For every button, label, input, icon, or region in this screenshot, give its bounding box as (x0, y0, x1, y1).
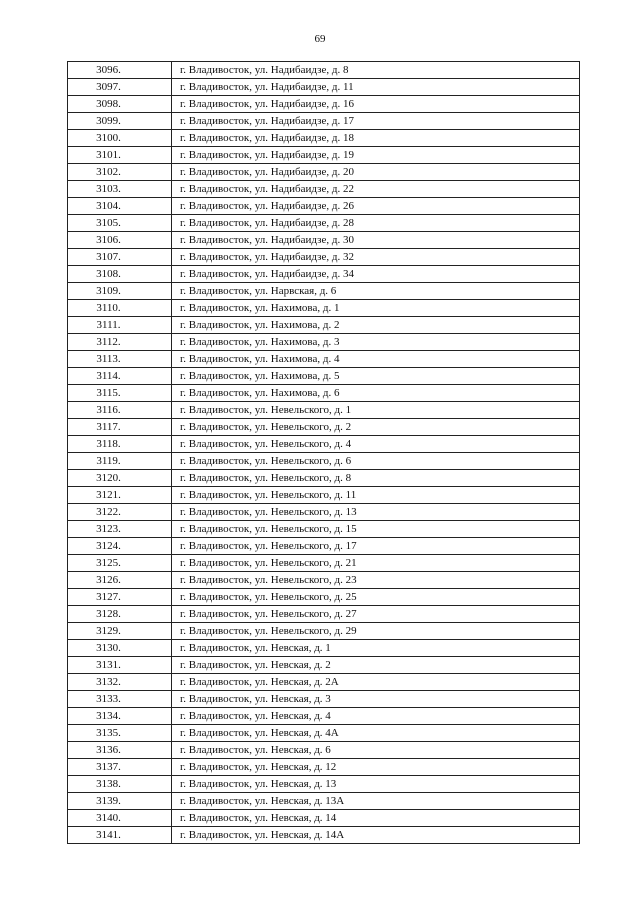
row-number: 3111. (68, 317, 172, 334)
row-number: 3124. (68, 538, 172, 555)
table-row (68, 776, 580, 793)
table-row (68, 368, 580, 385)
row-address: г. Владивосток, ул. Надибаидзе, д. 22 (172, 181, 580, 198)
page-number: 69 (314, 33, 326, 45)
row-number: 3106. (68, 232, 172, 249)
row-number: 3138. (68, 776, 172, 793)
row-number: 3129. (68, 623, 172, 640)
row-address: г. Владивосток, ул. Невельского, д. 21 (172, 555, 580, 572)
row-address: г. Владивосток, ул. Надибаидзе, д. 30 (172, 232, 580, 249)
table-row (68, 232, 580, 249)
row-number: 3123. (68, 521, 172, 538)
table-row (68, 827, 580, 844)
table-row (68, 300, 580, 317)
row-number: 3102. (68, 164, 172, 181)
table-row (68, 674, 580, 691)
table-row (68, 759, 580, 776)
address-table (67, 61, 580, 844)
table-row (68, 334, 580, 351)
row-address: г. Владивосток, ул. Нарвская, д. 6 (172, 283, 580, 300)
row-address: г. Владивосток, ул. Нахимова, д. 5 (172, 368, 580, 385)
row-address: г. Владивосток, ул. Невельского, д. 6 (172, 453, 580, 470)
table-row (68, 147, 580, 164)
row-address: г. Владивосток, ул. Невельского, д. 25 (172, 589, 580, 606)
table-row (68, 725, 580, 742)
row-address: г. Владивосток, ул. Невская, д. 13А (172, 793, 580, 810)
row-number: 3117. (68, 419, 172, 436)
row-number: 3101. (68, 147, 172, 164)
row-address: г. Владивосток, ул. Невская, д. 1 (172, 640, 580, 657)
row-number: 3098. (68, 96, 172, 113)
row-number: 3136. (68, 742, 172, 759)
row-address: г. Владивосток, ул. Надибаидзе, д. 19 (172, 147, 580, 164)
row-number: 3127. (68, 589, 172, 606)
table-row (68, 453, 580, 470)
row-number: 3096. (68, 62, 172, 79)
table-row (68, 419, 580, 436)
row-number: 3119. (68, 453, 172, 470)
row-address: г. Владивосток, ул. Невельского, д. 17 (172, 538, 580, 555)
row-number: 3131. (68, 657, 172, 674)
address-table-body (68, 62, 580, 844)
row-address: г. Владивосток, ул. Надибаидзе, д. 20 (172, 164, 580, 181)
table-row (68, 470, 580, 487)
row-address: г. Владивосток, ул. Невская, д. 2А (172, 674, 580, 691)
row-address: г. Владивосток, ул. Невельского, д. 13 (172, 504, 580, 521)
row-number: 3132. (68, 674, 172, 691)
row-address: г. Владивосток, ул. Нахимова, д. 3 (172, 334, 580, 351)
table-row (68, 249, 580, 266)
row-address: г. Владивосток, ул. Невская, д. 4А (172, 725, 580, 742)
table-row (68, 538, 580, 555)
table-row (68, 504, 580, 521)
table-row (68, 555, 580, 572)
row-address: г. Владивосток, ул. Невская, д. 14А (172, 827, 580, 844)
row-address: г. Владивосток, ул. Невельского, д. 8 (172, 470, 580, 487)
table-row (68, 62, 580, 79)
row-number: 3128. (68, 606, 172, 623)
row-number: 3141. (68, 827, 172, 844)
table-row (68, 385, 580, 402)
table-row (68, 793, 580, 810)
row-address: г. Владивосток, ул. Невельского, д. 11 (172, 487, 580, 504)
table-row (68, 96, 580, 113)
row-address: г. Владивосток, ул. Нахимова, д. 1 (172, 300, 580, 317)
row-number: 3114. (68, 368, 172, 385)
row-number: 3121. (68, 487, 172, 504)
row-address: г. Владивосток, ул. Невельского, д. 27 (172, 606, 580, 623)
row-number: 3104. (68, 198, 172, 215)
row-number: 3116. (68, 402, 172, 419)
row-address: г. Владивосток, ул. Невельского, д. 15 (172, 521, 580, 538)
row-number: 3097. (68, 79, 172, 96)
table-row (68, 198, 580, 215)
table-row (68, 521, 580, 538)
row-number: 3113. (68, 351, 172, 368)
row-number: 3122. (68, 504, 172, 521)
table-row (68, 351, 580, 368)
table-row (68, 606, 580, 623)
row-number: 3100. (68, 130, 172, 147)
row-number: 3110. (68, 300, 172, 317)
row-address: г. Владивосток, ул. Невская, д. 4 (172, 708, 580, 725)
row-number: 3108. (68, 266, 172, 283)
row-address: г. Владивосток, ул. Нахимова, д. 6 (172, 385, 580, 402)
row-number: 3125. (68, 555, 172, 572)
table-row (68, 164, 580, 181)
table-row (68, 130, 580, 147)
row-address: г. Владивосток, ул. Нахимова, д. 2 (172, 317, 580, 334)
row-address: г. Владивосток, ул. Невельского, д. 23 (172, 572, 580, 589)
row-address: г. Владивосток, ул. Нахимова, д. 4 (172, 351, 580, 368)
row-address: г. Владивосток, ул. Невская, д. 12 (172, 759, 580, 776)
row-address: г. Владивосток, ул. Невельского, д. 2 (172, 419, 580, 436)
row-address: г. Владивосток, ул. Надибаидзе, д. 16 (172, 96, 580, 113)
row-address: г. Владивосток, ул. Надибаидзе, д. 18 (172, 130, 580, 147)
table-row (68, 317, 580, 334)
row-address: г. Владивосток, ул. Невельского, д. 29 (172, 623, 580, 640)
row-address: г. Владивосток, ул. Надибаидзе, д. 26 (172, 198, 580, 215)
row-address: г. Владивосток, ул. Надибаидзе, д. 28 (172, 215, 580, 232)
row-number: 3140. (68, 810, 172, 827)
row-number: 3120. (68, 470, 172, 487)
row-number: 3137. (68, 759, 172, 776)
table-row (68, 181, 580, 198)
row-address: г. Владивосток, ул. Невельского, д. 1 (172, 402, 580, 419)
row-address: г. Владивосток, ул. Надибаидзе, д. 8 (172, 62, 580, 79)
row-number: 3130. (68, 640, 172, 657)
row-number: 3135. (68, 725, 172, 742)
row-number: 3099. (68, 113, 172, 130)
row-address: г. Владивосток, ул. Невская, д. 13 (172, 776, 580, 793)
table-row (68, 266, 580, 283)
table-row (68, 79, 580, 96)
table-row (68, 113, 580, 130)
table-row (68, 640, 580, 657)
table-row (68, 215, 580, 232)
row-address: г. Владивосток, ул. Надибаидзе, д. 32 (172, 249, 580, 266)
table-row (68, 402, 580, 419)
row-address: г. Владивосток, ул. Невская, д. 6 (172, 742, 580, 759)
row-address: г. Владивосток, ул. Невская, д. 2 (172, 657, 580, 674)
row-number: 3107. (68, 249, 172, 266)
table-row (68, 742, 580, 759)
row-address: г. Владивосток, ул. Невская, д. 3 (172, 691, 580, 708)
table-row (68, 436, 580, 453)
row-number: 3115. (68, 385, 172, 402)
row-number: 3118. (68, 436, 172, 453)
row-number: 3109. (68, 283, 172, 300)
table-row (68, 691, 580, 708)
row-number: 3134. (68, 708, 172, 725)
table-row (68, 657, 580, 674)
row-address: г. Владивосток, ул. Невская, д. 14 (172, 810, 580, 827)
table-row (68, 589, 580, 606)
row-number: 3139. (68, 793, 172, 810)
row-address: г. Владивосток, ул. Надибаидзе, д. 17 (172, 113, 580, 130)
row-address: г. Владивосток, ул. Надибаидзе, д. 34 (172, 266, 580, 283)
table-row (68, 487, 580, 504)
table-row (68, 810, 580, 827)
row-address: г. Владивосток, ул. Невельского, д. 4 (172, 436, 580, 453)
row-address: г. Владивосток, ул. Надибаидзе, д. 11 (172, 79, 580, 96)
table-row (68, 708, 580, 725)
row-number: 3126. (68, 572, 172, 589)
table-row (68, 623, 580, 640)
row-number: 3112. (68, 334, 172, 351)
row-number: 3103. (68, 181, 172, 198)
row-number: 3105. (68, 215, 172, 232)
row-number: 3133. (68, 691, 172, 708)
table-row (68, 283, 580, 300)
table-row (68, 572, 580, 589)
